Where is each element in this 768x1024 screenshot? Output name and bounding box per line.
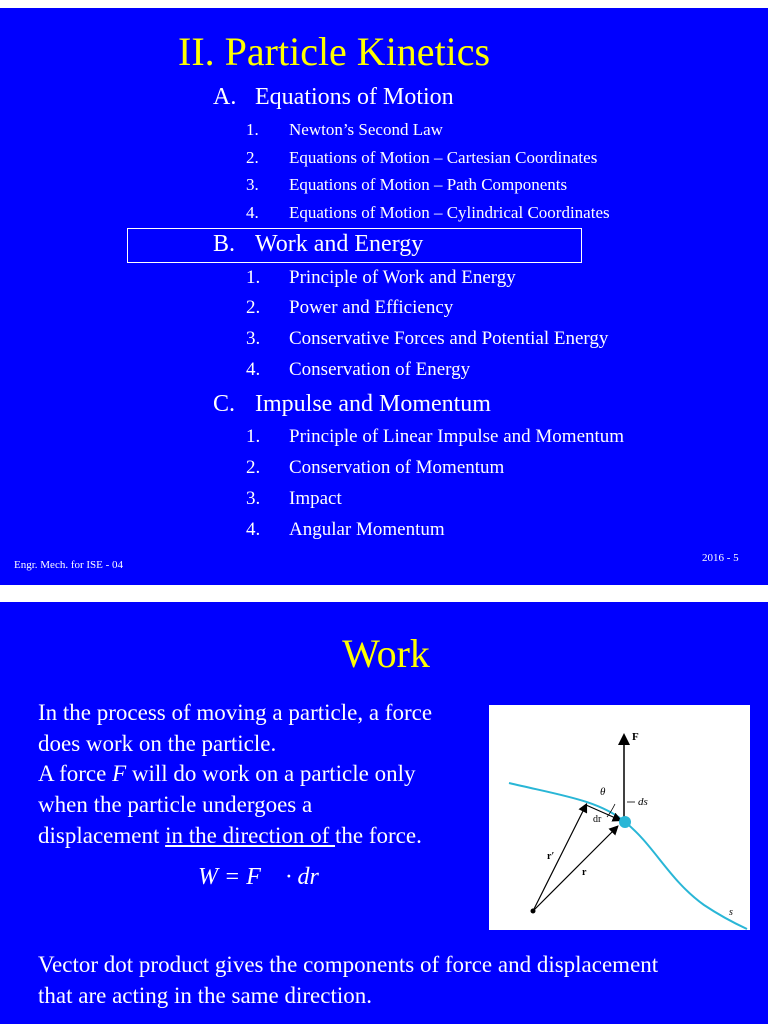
paragraph-conclusion	[38, 949, 658, 1011]
item-label: Power and Efficiency	[289, 297, 454, 318]
section-a	[213, 84, 454, 111]
section-letter: A.	[213, 84, 237, 110]
label-dr: dr	[593, 814, 602, 825]
label-r: r	[582, 867, 587, 878]
item-label: Equations of Motion – Cartesian Coordinates	[289, 148, 598, 167]
list-item	[246, 148, 597, 168]
dr-vector	[586, 805, 620, 820]
list-item	[246, 328, 608, 350]
text-fragment: will do work on a particle only	[126, 761, 416, 786]
slide-title: Work	[342, 631, 430, 676]
list-item	[246, 203, 610, 223]
label-force: F	[632, 731, 639, 743]
section-label: Work and Energy	[255, 231, 424, 257]
item-label: Equations of Motion – Path Components	[289, 175, 568, 194]
item-label: Equations of Motion – Cylindrical Coordinates	[289, 203, 610, 222]
label-ds: ds	[638, 796, 648, 808]
item-label: Impact	[289, 488, 342, 509]
item-number: 3.	[246, 328, 261, 349]
text-line: In the process of moving a particle, a force	[38, 700, 433, 725]
text-fragment: A force	[38, 761, 113, 786]
origin-point	[531, 909, 536, 914]
label-theta: θ	[600, 786, 606, 798]
list-item	[246, 175, 567, 195]
item-number: 1.	[246, 426, 261, 447]
item-number: 2.	[246, 457, 261, 478]
text-line	[38, 820, 422, 851]
list-item	[246, 426, 624, 448]
item-number: 1.	[246, 267, 261, 288]
item-number: 1.	[246, 120, 259, 139]
item-number: 4.	[246, 359, 261, 380]
paragraph-intro	[38, 697, 432, 759]
footer-page-number: 2016 - 5	[702, 552, 739, 564]
label-r-prime: r′	[547, 851, 555, 862]
item-label: Newton’s Second Law	[289, 120, 443, 139]
item-label: Conservative Forces and Potential Energy	[289, 328, 609, 349]
work-equation: W = F⃗ · dr⃗	[198, 864, 338, 890]
item-number: 4.	[246, 203, 259, 222]
footer-course: Engr. Mech. for ISE - 04	[14, 559, 124, 571]
list-item	[246, 297, 453, 319]
text-line: Vector dot product gives the components of force and displacement	[38, 952, 659, 977]
section-label: Impulse and Momentum	[255, 391, 491, 417]
r-prime-vector	[533, 805, 586, 911]
text-line: when the particle undergoes a	[38, 792, 313, 817]
slide-work	[0, 602, 768, 1024]
item-number: 3.	[246, 175, 259, 194]
item-label: Principle of Work and Energy	[289, 267, 516, 288]
r-vector	[533, 827, 617, 911]
item-label: Principle of Linear Impulse and Momentum	[289, 426, 625, 447]
particle	[619, 816, 631, 828]
section-label: Equations of Motion	[255, 84, 454, 110]
section-letter: B.	[213, 231, 236, 257]
label-s: s	[729, 907, 733, 918]
item-number: 4.	[246, 519, 261, 540]
work-diagram	[489, 705, 750, 930]
section-b	[213, 231, 423, 258]
list-item	[246, 457, 504, 479]
slide-title: II. Particle Kinetics	[178, 29, 491, 74]
force-variable: F	[112, 761, 127, 786]
section-letter: C.	[213, 391, 236, 417]
list-item	[246, 519, 445, 541]
list-item	[246, 488, 342, 510]
item-label: Conservation of Energy	[289, 359, 471, 380]
list-item	[246, 267, 516, 289]
path-curve	[509, 783, 747, 929]
text-fragment: the force.	[335, 823, 422, 848]
slide-particle-kinetics	[0, 8, 768, 585]
work-diagram-figure	[489, 705, 750, 930]
text-line: does work on the particle.	[38, 731, 277, 756]
item-number: 3.	[246, 488, 261, 509]
item-number: 2.	[246, 148, 259, 167]
section-c	[213, 391, 491, 418]
text-fragment: displacement	[38, 823, 166, 848]
item-label: Angular Momentum	[289, 519, 445, 540]
item-number: 2.	[246, 297, 261, 318]
paragraph-condition	[38, 758, 422, 851]
list-item	[246, 359, 470, 381]
text-line: that are acting in the same direction.	[38, 983, 373, 1008]
underlined-phrase: in the direction of	[165, 823, 336, 848]
text-line	[38, 758, 422, 789]
list-item	[246, 120, 443, 140]
item-label: Conservation of Momentum	[289, 457, 505, 478]
